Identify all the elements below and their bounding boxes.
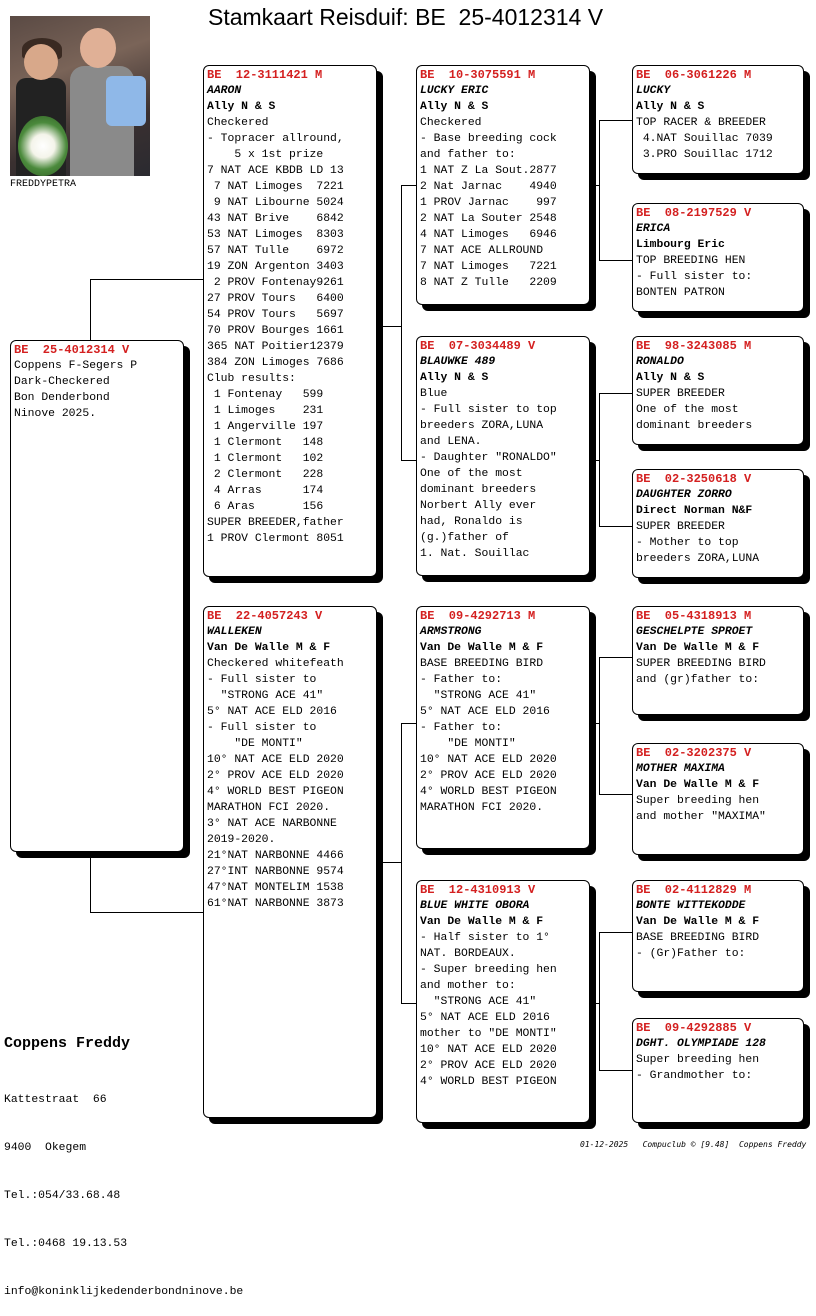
info-line: BASE BREEDING BIRD (420, 658, 544, 670)
info-line: 8 NAT Z Tulle 2209 (420, 277, 557, 289)
info-line: 61°NAT NARBONNE 3873 (207, 898, 344, 910)
info-line: 5° NAT ACE ELD 2016 (207, 706, 337, 718)
info-line: and mother "MAXIMA" (636, 811, 766, 823)
info-line: 6 Aras 156 (207, 501, 324, 513)
info-line: SUPER BREEDER,father (207, 517, 344, 529)
info-line: dominant breeders (420, 484, 537, 496)
info-line: 4 NAT Limoges 6946 (420, 229, 557, 241)
info-line: - Father to: (420, 722, 503, 734)
ring-number: BE 02-3250618 V (636, 472, 752, 486)
pigeon-name: DAUGHTER ZORRO (636, 489, 732, 501)
info-line: "STRONG ACE 41" (420, 690, 537, 702)
info-line: 7 NAT ACE KBDB LD 13 (207, 165, 344, 177)
info-line: had, Ronaldo is (420, 516, 523, 528)
info-line: 1 Limoges 231 (207, 405, 324, 417)
info-line: 53 NAT Limoges 8303 (207, 229, 344, 241)
info-line: - Full sister to (207, 674, 317, 686)
card-dds (632, 880, 804, 992)
info-line: 1 PROV Jarnac 997 (420, 197, 557, 209)
info-line: (g.)father of (420, 532, 509, 544)
info-line: One of the most (636, 404, 739, 416)
info-line: Checkered (207, 117, 269, 129)
info-line: 1 Angerville 197 (207, 421, 324, 433)
info-line: 1 Clermont 148 (207, 437, 324, 449)
ring-number: BE 02-4112829 M (636, 883, 752, 897)
info-line: 7 NAT ACE ALLROUND (420, 245, 544, 257)
breeder-name: Ally N & S (636, 101, 705, 113)
ring-number: BE 06-3061226 M (636, 68, 752, 82)
card-sdd (632, 469, 804, 578)
owner-contact (4, 1060, 243, 1316)
info-line: breeders ZORA,LUNA (420, 420, 544, 432)
ring-number: BE 25-4012314 V (14, 343, 130, 357)
pigeon-name: ARMSTRONG (420, 626, 482, 638)
ring-number: BE 09-4292885 V (636, 1021, 752, 1035)
info-line: 10° NAT ACE ELD 2020 (207, 754, 344, 766)
info-line: 3° NAT ACE NARBONNE (207, 818, 337, 830)
info-line: - Daughter "RONALDO" (420, 452, 557, 464)
info-line: breeders ZORA,LUNA (636, 553, 760, 565)
info-line: Club results: (207, 373, 296, 385)
info-line: 2 Nat Jarnac 4940 (420, 181, 557, 193)
card-sds (632, 336, 804, 445)
breeder-name: Ally N & S (207, 101, 276, 113)
info-line: One of the most (420, 468, 523, 480)
info-line: 1 NAT Z La Sout.2877 (420, 165, 557, 177)
breeder-name: Van De Walle M & F (636, 642, 760, 654)
info-line: Super breeding hen (636, 1054, 760, 1066)
info-line: Ninove 2025. (14, 408, 97, 420)
info-line: 4.NAT Souillac 7039 (636, 133, 773, 145)
info-line: - Father to: (420, 674, 503, 686)
info-line: BASE BREEDING BIRD (636, 932, 760, 944)
info-line: 365 NAT Poitier12379 (207, 341, 344, 353)
pigeon-name: MOTHER MAXIMA (636, 763, 725, 775)
info-line: Checkered (420, 117, 482, 129)
info-line: 384 ZON Limoges 7686 (207, 357, 344, 369)
pigeon-name: AARON (207, 85, 242, 97)
card-dss (632, 606, 804, 715)
ring-number: BE 12-4310913 V (420, 883, 536, 897)
info-line: Dark-Checkered (14, 376, 110, 388)
info-line: and father to: (420, 149, 516, 161)
info-line: 2° PROV ACE ELD 2020 (420, 770, 557, 782)
info-line: SUPER BREEDER (636, 388, 725, 400)
info-line: 57 NAT Tulle 6972 (207, 245, 344, 257)
info-line: 21°NAT NARBONNE 4466 (207, 850, 344, 862)
info-line: 3.PRO Souillac 1712 (636, 149, 773, 161)
page-title: Stamkaart Reisduif: BE 25-4012314 V (208, 4, 604, 30)
info-line: 2019-2020. (207, 834, 276, 846)
ring-number: BE 98-3243085 M (636, 339, 752, 353)
info-line: 27 PROV Tours 6400 (207, 293, 344, 305)
info-line: 10° NAT ACE ELD 2020 (420, 754, 557, 766)
info-line: 5° NAT ACE ELD 2016 (420, 1012, 550, 1024)
info-line: SUPER BREEDER (636, 521, 725, 533)
breeder-name: Ally N & S (420, 372, 489, 384)
card-sire-sire (416, 65, 590, 305)
pigeon-name: LUCKY (636, 85, 671, 97)
card-dsd (632, 743, 804, 855)
breeder-name: Ally N & S (420, 101, 489, 113)
owner-phone-1: Tel.:054/33.68.48 (4, 1190, 121, 1202)
pigeon-name: BLUE WHITE OBORA (420, 900, 530, 912)
card-sire-dam (416, 336, 590, 576)
footer: 01-12-2025 Compuclub © [9.48] Coppens Freddy (580, 1140, 807, 1149)
info-line: 43 NAT Brive 6842 (207, 213, 344, 225)
info-line: and (gr)father to: (636, 674, 760, 686)
owner-email: info@koninklijkedenderbondninove.be (4, 1286, 244, 1298)
info-line: - Mother to top (636, 537, 739, 549)
card-ssd (632, 203, 804, 312)
info-line: BONTEN PATRON (636, 287, 725, 299)
info-line: - Topracer allround, (207, 133, 344, 145)
pigeon-name: WALLEKEN (207, 626, 262, 638)
info-line: - Full sister to: (636, 271, 753, 283)
card-subject (10, 340, 184, 852)
owner-name: Coppens Freddy (4, 1035, 131, 1052)
pigeon-name: LUCKY ERIC (420, 85, 489, 97)
breeder-name: Direct Norman N&F (636, 505, 753, 517)
info-line: - Full sister to top (420, 404, 557, 416)
info-line: "STRONG ACE 41" (420, 996, 537, 1008)
breeder-name: Ally N & S (636, 372, 705, 384)
info-line: 9 NAT Libourne 5024 (207, 197, 344, 209)
ring-number: BE 08-2197529 V (636, 206, 752, 220)
info-line: mother to "DE MONTI" (420, 1028, 557, 1040)
info-line: Blue (420, 388, 448, 400)
info-line: - Grandmother to: (636, 1070, 753, 1082)
breeder-name: Limbourg Eric (636, 239, 725, 251)
info-line: "DE MONTI" (420, 738, 516, 750)
info-line: - (Gr)Father to: (636, 948, 746, 960)
info-line: Norbert Ally ever (420, 500, 537, 512)
card-sire (203, 65, 377, 577)
card-dam-sire (416, 606, 590, 849)
info-line: 4° WORLD BEST PIGEON (207, 786, 344, 798)
info-line: NAT. BORDEAUX. (420, 948, 516, 960)
pigeon-name: RONALDO (636, 356, 684, 368)
info-line: 5° NAT ACE ELD 2016 (420, 706, 550, 718)
owner-address-street: Kattestraat 66 (4, 1094, 107, 1106)
info-line: - Full sister to (207, 722, 317, 734)
info-line: 2° PROV ACE ELD 2020 (207, 770, 344, 782)
breeder-name: Van De Walle M & F (207, 642, 331, 654)
ring-number: BE 10-3075591 M (420, 68, 536, 82)
breeder-name: Van De Walle M & F (420, 642, 544, 654)
info-line: TOP BREEDING HEN (636, 255, 746, 267)
pigeon-name: BLAUWKE 489 (420, 356, 496, 368)
info-line: 7 NAT Limoges 7221 (420, 261, 557, 273)
info-line: 4 Arras 174 (207, 485, 324, 497)
info-line: - Super breeding hen (420, 964, 557, 976)
info-line: 1 PROV Clermont 8051 (207, 533, 344, 545)
card-dam-dam (416, 880, 590, 1123)
info-line: 27°INT NARBONNE 9574 (207, 866, 344, 878)
owner-photo (10, 16, 150, 176)
info-line: 2 PROV Fontenay9261 (207, 277, 344, 289)
info-line: dominant breeders (636, 420, 753, 432)
info-line: 2° PROV ACE ELD 2020 (420, 1060, 557, 1072)
info-line: 5 x 1st prize (207, 149, 324, 161)
info-line: "DE MONTI" (207, 738, 303, 750)
info-line: 4° WORLD BEST PIGEON (420, 1076, 557, 1088)
owner-address-city: 9400 Okegem (4, 1142, 87, 1154)
info-line: "STRONG ACE 41" (207, 690, 324, 702)
info-line: SUPER BREEDING BIRD (636, 658, 766, 670)
card-ddd (632, 1018, 804, 1123)
ring-number: BE 09-4292713 M (420, 609, 536, 623)
info-line: 2 NAT La Souter 2548 (420, 213, 557, 225)
breeder-name: Van De Walle M & F (636, 779, 760, 791)
pigeon-name: ERICA (636, 223, 671, 235)
info-line: MARATHON FCI 2020. (420, 802, 544, 814)
ring-number: BE 12-3111421 M (207, 68, 323, 82)
ring-number: BE 02-3202375 V (636, 746, 752, 760)
info-line: TOP RACER & BREEDER (636, 117, 766, 129)
breeder-name: Van De Walle M & F (636, 916, 760, 928)
owner-phone-2: Tel.:0468 19.13.53 (4, 1238, 128, 1250)
info-line: Checkered whitefeath (207, 658, 344, 670)
pigeon-name: GESCHELPTE SPROET (636, 626, 753, 638)
card-sss (632, 65, 804, 174)
ring-number: BE 22-4057243 V (207, 609, 323, 623)
pigeon-name: BONTE WITTEKODDE (636, 900, 746, 912)
info-line: Super breeding hen (636, 795, 760, 807)
info-line: - Base breeding cock (420, 133, 557, 145)
info-line: 70 PROV Bourges 1661 (207, 325, 344, 337)
pigeon-name: DGHT. OLYMPIADE 128 (636, 1038, 766, 1050)
info-line: and mother to: (420, 980, 516, 992)
info-line: 7 NAT Limoges 7221 (207, 181, 344, 193)
info-line: 1 Fontenay 599 (207, 389, 324, 401)
card-dam (203, 606, 377, 1118)
info-line: 2 Clermont 228 (207, 469, 324, 481)
info-line: Coppens F-Segers P (14, 360, 138, 372)
info-line: Bon Denderbond (14, 392, 110, 404)
info-line: 19 ZON Argenton 3403 (207, 261, 344, 273)
info-line: 47°NAT MONTELIM 1538 (207, 882, 344, 894)
info-line: 54 PROV Tours 5697 (207, 309, 344, 321)
info-line: and LENA. (420, 436, 482, 448)
info-line: 1. Nat. Souillac (420, 548, 530, 560)
ring-number: BE 05-4318913 M (636, 609, 752, 623)
info-line: 1 Clermont 102 (207, 453, 324, 465)
info-line: 10° NAT ACE ELD 2020 (420, 1044, 557, 1056)
info-line: 4° WORLD BEST PIGEON (420, 786, 557, 798)
photo-label: FREDDYPETRA (10, 179, 77, 190)
ring-number: BE 07-3034489 V (420, 339, 536, 353)
info-line: MARATHON FCI 2020. (207, 802, 331, 814)
breeder-name: Van De Walle M & F (420, 916, 544, 928)
info-line: - Half sister to 1° (420, 932, 550, 944)
